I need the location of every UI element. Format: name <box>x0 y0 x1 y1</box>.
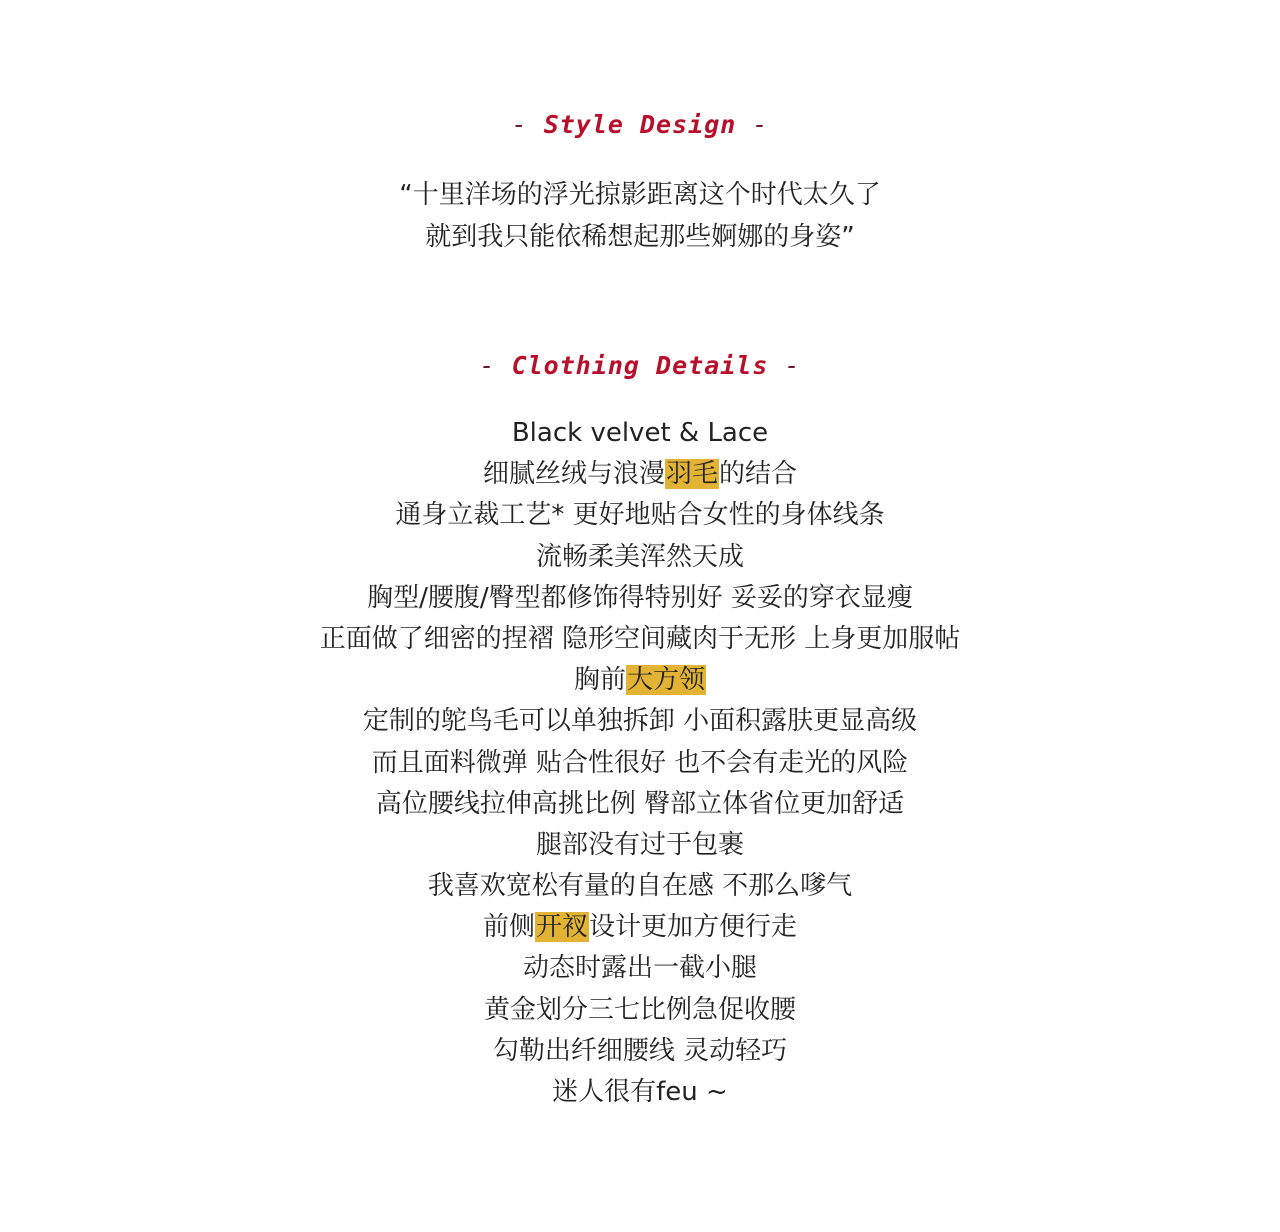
highlighted-text: 羽毛 <box>665 459 718 490</box>
detail-line: 正面做了细密的捏褶 隐形空间藏肉于无形 上身更加服帖 <box>319 623 961 654</box>
heading-dash-left: - <box>511 110 528 139</box>
detail-line: 动态时露出一截小腿 <box>522 953 757 984</box>
detail-text: 胸前 <box>573 665 626 696</box>
clothing-details-title: Clothing Details <box>511 351 769 380</box>
heading-dash-right: - <box>752 110 769 139</box>
highlighted-text: 大方领 <box>627 665 706 696</box>
detail-line: 流畅柔美浑然天成 <box>535 541 744 572</box>
detail-text: 前侧 <box>482 912 535 943</box>
clothing-details-heading <box>0 351 1280 380</box>
detail-text: 细腻丝绒与浪漫 <box>482 459 665 490</box>
detail-line: 定制的鸵鸟毛可以单独拆卸 小面积露肤更显高级 <box>362 706 918 737</box>
detail-line: 通身立裁工艺* 更好地贴合女性的身体线条 <box>395 500 885 531</box>
detail-line: 而且面料微弹 贴合性很好 也不会有走光的风险 <box>371 747 909 778</box>
detail-line: 我喜欢宽松有量的自在感 不那么嗲气 <box>427 871 853 902</box>
style-quote <box>0 174 1280 258</box>
detail-line: Black velvet & Lace <box>511 418 769 448</box>
quote-line-1: “十里洋场的浮光掠影距离这个时代太久了 <box>399 180 881 210</box>
detail-line: 勾勒出纤细腰线 灵动轻巧 <box>492 1035 788 1066</box>
detail-line: 高位腰线拉伸高挑比例 臀部立体省位更加舒适 <box>375 788 905 819</box>
detail-text: 设计更加方便行走 <box>589 912 798 943</box>
detail-text: 的结合 <box>719 459 798 490</box>
heading-dash-left: - <box>479 351 496 380</box>
style-design-heading <box>0 110 1280 139</box>
clothing-details-list <box>0 413 1280 1113</box>
heading-dash-right: - <box>784 351 801 380</box>
detail-line <box>0 907 1280 948</box>
quote-line-2: 就到我只能依稀想起那些婀娜的身姿” <box>425 222 855 252</box>
detail-line <box>0 660 1280 701</box>
highlighted-text: 开衩 <box>535 912 588 943</box>
detail-line <box>0 454 1280 495</box>
style-design-title: Style Design <box>543 110 737 139</box>
detail-line: 胸型/腰腹/臀型都修饰得特别好 妥妥的穿衣显瘦 <box>367 582 913 613</box>
detail-line: 腿部没有过于包裹 <box>535 829 744 860</box>
detail-line: 迷人很有feu ~ <box>552 1077 728 1107</box>
detail-line: 黄金划分三七比例急促收腰 <box>483 994 796 1025</box>
